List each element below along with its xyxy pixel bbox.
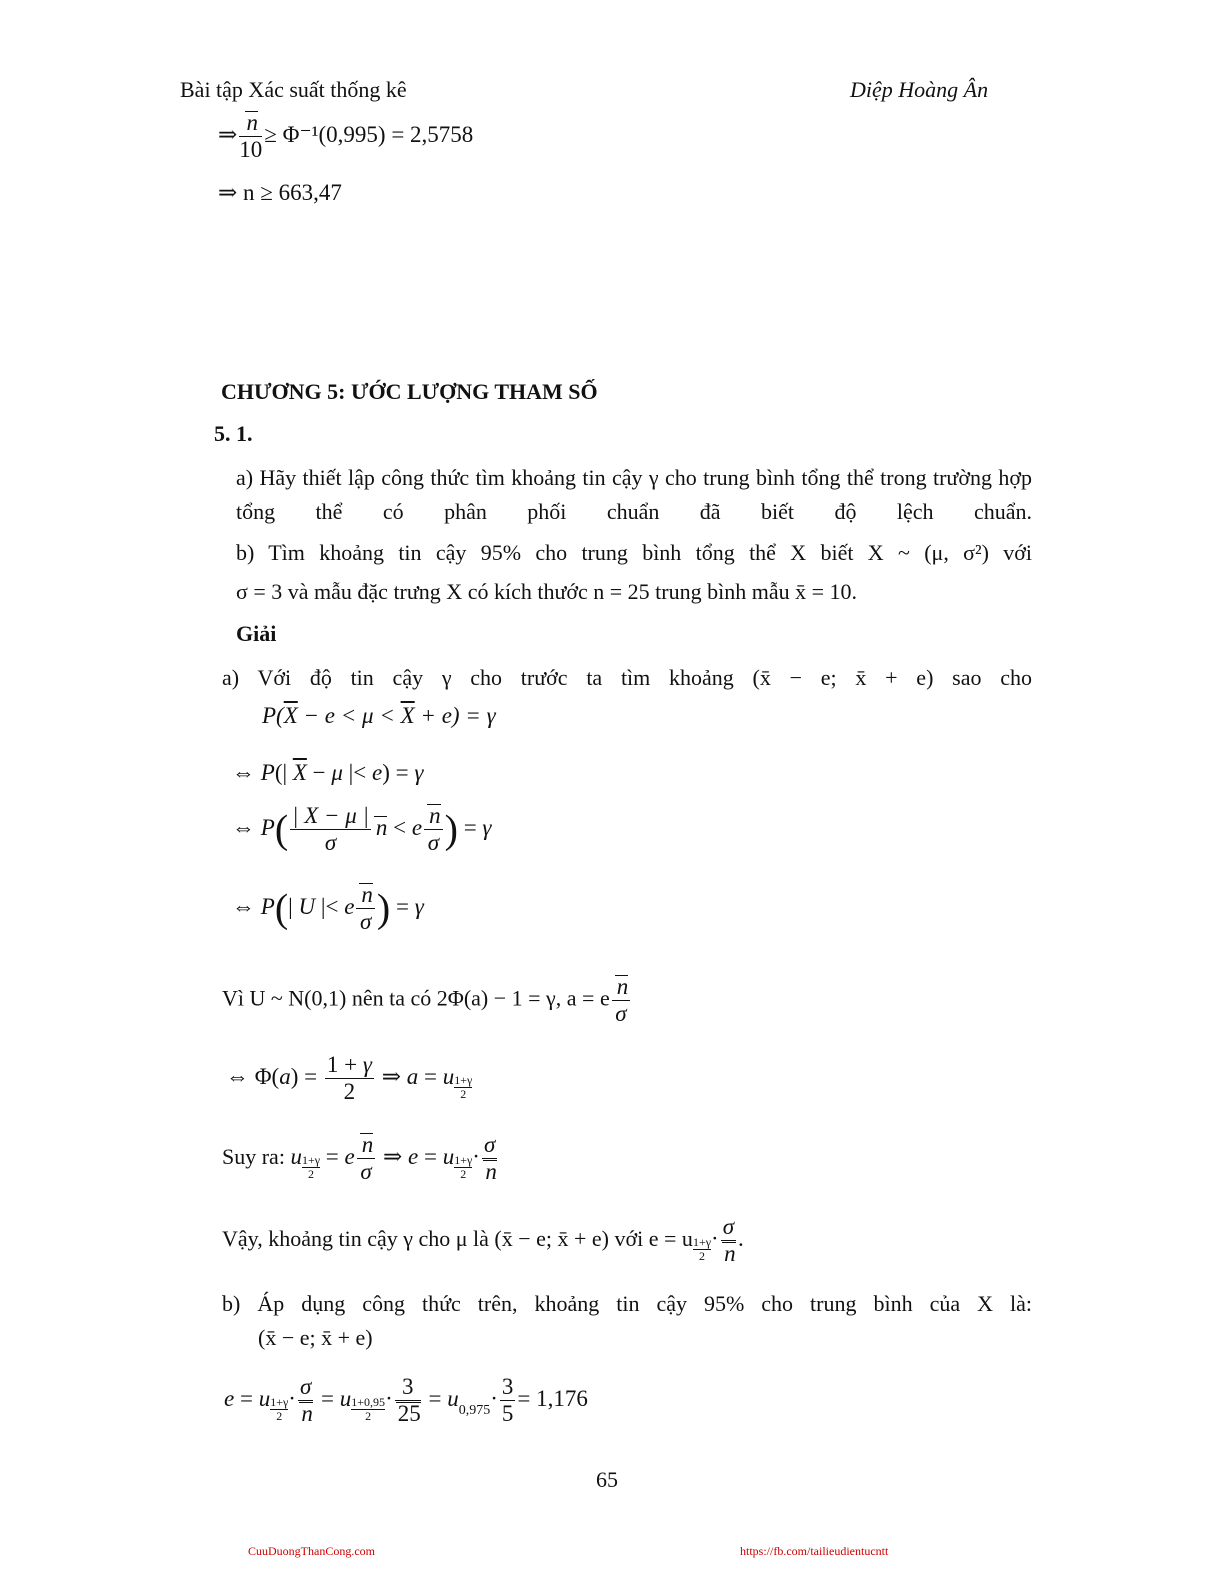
equation-final-computation: e = u $\frac{1+\gamma}{2}$ · $\frac{\sigma}{n}$ = u $\frac{1+0,95}{2}$ · $\frac{3}{25}$ = $u_{0,975}\cdot$ $\frac{3}{5}$ = 1,176 bbox=[224, 1374, 588, 1426]
solution-heading: Giải bbox=[236, 621, 277, 646]
equation-phi-a: ⇔ Φ(a) = $\frac{1 + \gamma}{2}$ ⇒ a = u $\frac{1+\gamma}{2}$ bbox=[226, 1052, 473, 1104]
statement-suy-ra: Suy ra: u $\frac{1+\gamma}{2}$ = e $\frac{n}{\sigma}$ ⇒ e = u $\frac{1+\gamma}{2}$ · $\frac{\sigma}{n}$ bbox=[222, 1132, 497, 1184]
equation-probability-interval: $P(\overline{X} - e < \mu < \overline{X} + e) = \gamma$ bbox=[262, 703, 496, 728]
problem-number: 5. 1. bbox=[214, 421, 253, 446]
solution-b-intro: b) Áp dụng công thức trên, khoảng tin cậy 95% cho trung bình của X là: bbox=[222, 1291, 1032, 1316]
footer-source-link[interactable]: CuuDuongThanCong.com bbox=[248, 1544, 375, 1558]
solution-a-intro: a) Với độ tin cậy γ cho trước ta tìm khoảng (x̄ − e; x̄ + e) sao cho bbox=[222, 665, 1032, 690]
footer-facebook-link[interactable]: https://fb.com/tailieudientucntt bbox=[740, 1544, 889, 1558]
problem-part-a: a) Hãy thiết lập công thức tìm khoảng tin cậy γ cho trung bình tổng thể trong trường hợp tổng thể có phân phối chuẩn đã biết độ lệch chuẩn. bbox=[236, 465, 1032, 524]
equation-abs-deviation: ⇔ P(| $\overline{X} - \mu$ |< e) = γ bbox=[232, 760, 424, 785]
solution-b-interval: (x̄ − e; x̄ + e) bbox=[258, 1325, 373, 1350]
problem-part-b-line1: b) Tìm khoảng tin cậy 95% cho trung bình tổng thể X biết X ~ (μ, σ²) với bbox=[236, 540, 1032, 565]
problem-part-b-line2: σ = 3 và mẫu đặc trưng X có kích thước n = 25 trung bình mẫu x̄ = 10. bbox=[236, 579, 858, 604]
chapter-title: CHƯƠNG 5: ƯỚC LƯỢNG THAM SỐ bbox=[221, 379, 598, 404]
page-number: 65 bbox=[596, 1467, 618, 1492]
equation-n-result: ⇒ n ≥ 663,47 bbox=[218, 180, 342, 205]
statement-u-normal: Vì U ~ N(0,1) nên ta có 2Φ(a) − 1 = γ, a = e $\frac{n}{\sigma}$ bbox=[222, 974, 629, 1026]
header-author: Diệp Hoàng Ân bbox=[850, 77, 989, 102]
equation-u-variable: ⇔ P(| U |< e $\frac{n}{\sigma}$ ) = γ bbox=[232, 882, 424, 934]
header-title: Bài tập Xác suất thống kê bbox=[180, 77, 407, 102]
equation-sqrt-n-over-10: ⇒ $\frac{n}{10}$ ≥ Φ⁻¹(0,995) = 2,5758 bbox=[218, 110, 474, 162]
equation-standardized: ⇔ P( $\frac{| X - \mu |}{\sigma}$ n < e $\frac{n}{\sigma}$ ) = γ bbox=[232, 803, 492, 855]
statement-conclusion: Vậy, khoảng tin cậy γ cho μ là (x̄ − e; x̄ + e) với e = u $\frac{1+\gamma}{2}$ · $\frac{\sigma}{n}$ . bbox=[222, 1214, 744, 1266]
